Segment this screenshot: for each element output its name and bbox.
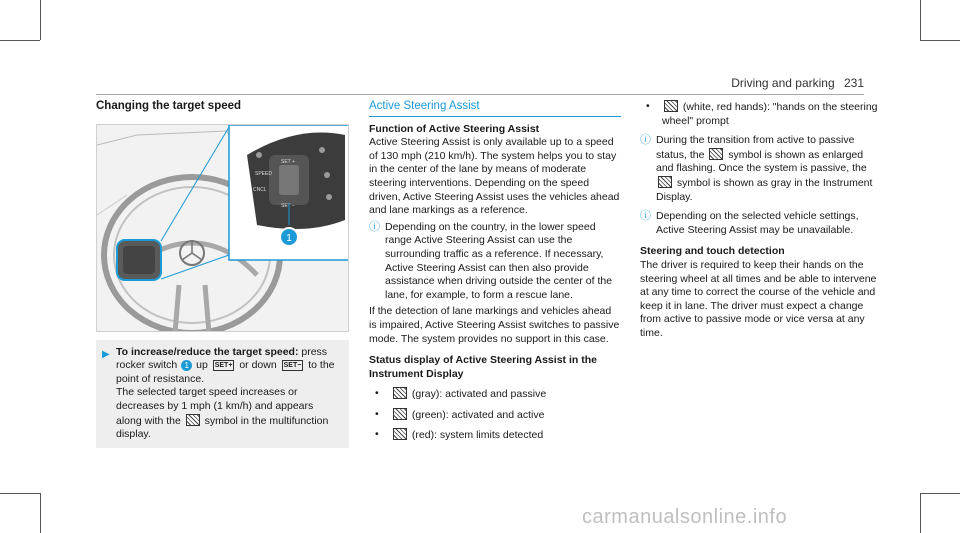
instruction-text: press rocker switch — [116, 345, 328, 372]
column-1 — [96, 100, 346, 448]
bullet-icon: • — [375, 407, 379, 420]
crop-mark — [40, 493, 41, 533]
steering-assist-icon — [664, 100, 678, 112]
set-plus-key-label: SET + — [281, 158, 295, 165]
instruction-text: or down — [236, 359, 280, 372]
section-title: Active Steering Assist — [369, 100, 621, 117]
paragraph: The driver is required to keep their hands on the steering wheel at all times and be able to intervene at any time to correct the course of the vehicle and keep it in lane. The driver must expect a change from active to passive mode or vice versa at any time. — [640, 258, 877, 339]
set-minus-key-icon: SET− — [283, 362, 302, 370]
info-icon: ⓘ — [640, 210, 651, 223]
list-item — [369, 387, 621, 402]
list-item-text: (gray): activated and passive — [411, 388, 547, 401]
crop-mark — [920, 493, 960, 494]
info-icon: ⓘ — [640, 134, 651, 147]
result-text: symbol in the multifunction display. — [116, 414, 329, 441]
crop-mark — [920, 40, 960, 41]
page-number: 231 — [843, 76, 864, 90]
crop-mark — [0, 40, 40, 41]
set-plus-key-icon: SET+ — [214, 362, 233, 370]
bullet-icon: • — [646, 100, 650, 112]
list-item-text: (red): system limits detected — [411, 429, 544, 442]
info-note — [369, 221, 621, 303]
list-item — [640, 100, 880, 128]
instruction-text: to the point of resistance. — [116, 359, 335, 385]
steering-wheel-illustration — [97, 125, 349, 332]
list-item — [369, 428, 621, 443]
crop-mark — [40, 0, 41, 40]
badge-1: 1 — [181, 360, 192, 371]
bullet-icon: • — [375, 387, 379, 400]
instruction-text: up — [193, 359, 211, 372]
cncl-key-label: CNCL — [253, 186, 267, 193]
steering-wheel-figure — [96, 124, 349, 332]
steering-assist-icon — [658, 176, 672, 188]
bullet-icon: • — [375, 428, 379, 441]
note-text: During the transition from active to passive status, the — [656, 134, 855, 161]
instruction-result — [116, 386, 341, 441]
running-header — [731, 76, 864, 90]
callout-badge-label: 1 — [286, 232, 292, 244]
column-3 — [640, 100, 880, 341]
list-item-text: (white, red hands): "hands on the steering wheel" prompt — [662, 101, 878, 127]
column-2 — [369, 100, 621, 449]
speed-symbol-icon — [186, 414, 200, 426]
subheading-function: Function of Active Steering Assist — [369, 122, 540, 135]
set-minus-key-label: SET − — [281, 202, 295, 209]
note-text: symbol is shown as gray in the Instrument Display. — [656, 176, 873, 203]
paragraph: Active Steering Assist is only available up to a speed of 130 mph (210 km/h). The system helps you to stay in the center of the lane by means of moderate steering interventions. Depending on the speed driven, Active Steering Assist uses the vehicles ahead and lane markings as a reference. — [369, 136, 620, 217]
subheading-status-display: Status display of Active Steering Assist in the Instrument Display — [369, 354, 597, 380]
instruction-step — [116, 346, 341, 387]
info-icon: ⓘ — [369, 220, 380, 233]
list-item-text: (green): activated and active — [411, 408, 545, 421]
speed-key-label: SPEED — [255, 170, 272, 177]
crop-mark — [920, 493, 921, 533]
watermark: carmanualsonline.info — [582, 506, 788, 528]
instruction-arrow-icon: ▶ — [102, 348, 110, 360]
header-section: Driving and parking — [731, 76, 835, 90]
subheading-touch-detection: Steering and touch detection — [640, 245, 785, 258]
paragraph: If the detection of lane markings and vehicles ahead is impaired, Active Steering Assist switches to passive mode. The system provides no support in this case. — [369, 305, 620, 345]
heading-changing-target-speed: Changing the target speed — [96, 100, 242, 112]
list-item — [369, 408, 621, 423]
result-text: The selected target speed increases or decreases by 1 mph (1 km/h) and appears along with the — [116, 386, 314, 427]
steering-assist-icon — [393, 428, 407, 440]
crop-mark — [920, 0, 921, 40]
info-note — [640, 210, 880, 237]
steering-assist-icon — [709, 148, 723, 160]
instruction-label: To increase/reduce the target speed: — [116, 345, 299, 358]
crop-mark — [0, 493, 40, 494]
note-text: symbol is shown as enlarged and flashing. Once the system is passive, the — [656, 148, 867, 175]
info-note — [640, 134, 880, 204]
steering-assist-icon — [393, 387, 407, 399]
instruction-box — [96, 340, 349, 448]
note-text: Depending on the country, in the lower speed range Active Steering Assist can use the surrounding traffic as a reference. If necessary, Active Steering Assist can then also provide assistance when driving outside the center of the lane, for example, to form a rescue lane. — [385, 220, 613, 301]
header-rule — [96, 94, 864, 95]
note-text: Depending on the selected vehicle settings, Active Steering Assist may be unavailable. — [656, 210, 859, 236]
steering-assist-icon — [393, 408, 407, 420]
